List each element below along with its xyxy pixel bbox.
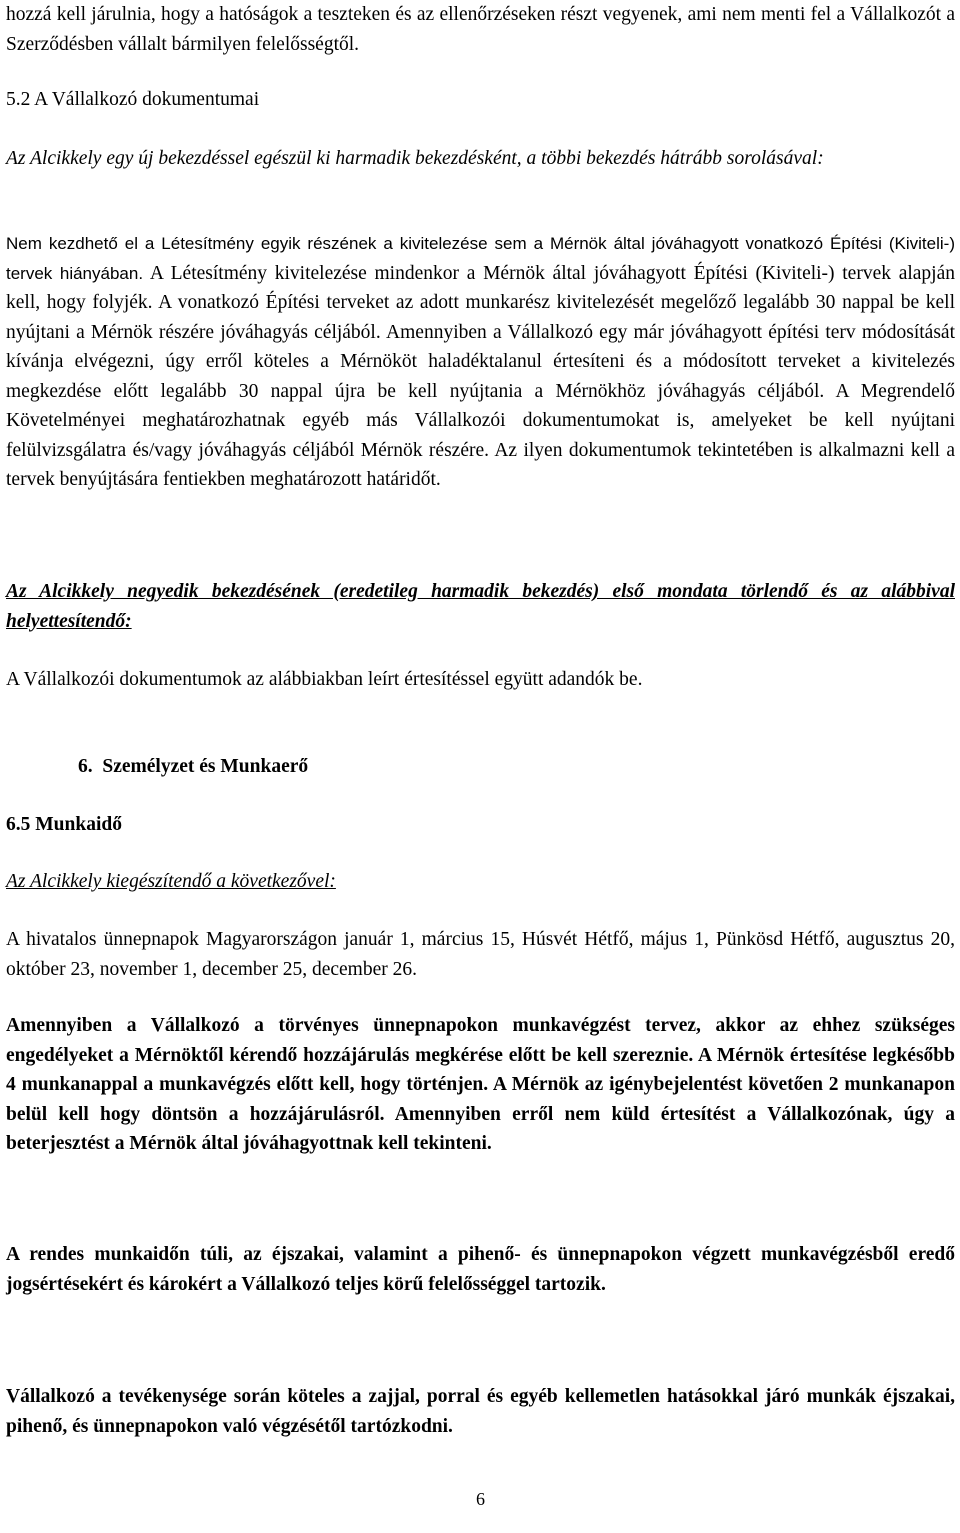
page-number: 6 xyxy=(476,1489,485,1509)
amendment-instruction-2: Az Alcikkely negyedik bekezdésének (eredetileg harmadik bekezdés) első mondata törlendő és az alábbival helyettesítendő: xyxy=(6,581,955,632)
paragraph-5-2-body xyxy=(6,229,955,495)
paragraph-serif-sentences-2: Amennyiben a Vállalkozó egy már jóváhagyott építési terv módosítását kívánja elvégezni, úgy erről köteles a Mérnököt haladéktalanul értesíteni és a módosított terveket a kivitelezés megkezdése előtt legalább 30 nappal újra be kell nyújtania a Mérnökhöz jóváhagyás céljából. A Megrendelő Követelményei meghatározhatnak egyéb más Vállalkozói dokumentumokat is, amelyeket be kell nyújtani felülvizsgálatra és/vagy jóváhagyás céljából Mérnök részére. Az ilyen dokumentumok tekintetében is alkalmazni kell a tervek benyújtására fentiekben meghatározott határidőt. xyxy=(6,321,956,490)
section-heading-5-2: 5.2 A Vállalkozó dokumentumai xyxy=(6,89,260,110)
paragraph-top-tail: hozzá kell járulnia, hogy a hatóságok a teszteken és az ellenőrzéseken részt vegyenek, ami nem menti fel a Vállalkozót a Szerződésben vállalt bármilyen felelősségtől. xyxy=(6,4,955,55)
paragraph-bold-holiday-work: Amennyiben a Vállalkozó a törvényes ünnepnapokon munkavégzést tervez, akkor az ehhez szükséges engedélyeket a Mérnöktől kérendő hozzájárulás megkérése előtt be kell szereznie. A Mérnök értesítése legkésőbb 4 munkanappal a munkavégzés előtt kell, hogy történjen. A Mérnök az igénybejelentést követően 2 munkanapon belül kell hogy döntsön a hozzájárulásról. Amennyiben erről nem küld értesítést a Vállalkozónak, úgy a beterjesztést a Mérnök által jóváhagyottnak kell tekinteni. xyxy=(6,1015,955,1154)
paragraph-bold-liability: A rendes munkaidőn túli, az éjszakai, valamint a pihenő- és ünnepnapokon végzett munkavégzésből eredő jogsértésekért és károkért a Vállalkozó teljes körű felelősséggel tartozik. xyxy=(6,1244,955,1295)
amendment-instruction: Az Alcikkely egy új bekezdéssel egészül ki harmadik bekezdésként, a többi bekezdés hátrább sorolásával: xyxy=(6,148,824,169)
amendment-instruction-3: Az Alcikkely kiegészítendő a következővel: xyxy=(6,871,336,892)
paragraph-serif-sentences-1: A Létesítmény kivitelezése mindenkor a Mérnök által jóváhagyott Építési (Kiviteli-) tervek alapján kell, hogy folyjék. A vonatkozó Építési terveket az adott munkarész kivitelezését megelőző legalább 30 nappal be kell nyújtani a Mérnök részére jóváhagyás céljából. xyxy=(6,262,956,343)
paragraph-bold-noise: Vállalkozó a tevékenysége során köteles a zajjal, porral és egyéb kellemetlen hatásokkal járó munkák éjszakai, pihenő, és ünnepnapokon való végzésétől tartózkodni. xyxy=(6,1386,955,1437)
replacement-sentence: A Vállalkozói dokumentumok az alábbiakban leírt értesítéssel együtt adandók be. xyxy=(6,669,643,690)
section-heading-6: 6. Személyzet és Munkaerő xyxy=(78,756,309,777)
section-heading-6-5: 6.5 Munkaidő xyxy=(6,814,122,835)
paragraph-sans-sentence: Nem kezdhető el a Létesítmény egyik részének a kivitelezése sem a Mérnök által jóváhagyott vonatkozó Építési (Kiviteli-) tervek hiányában. xyxy=(6,234,955,283)
paragraph-holidays: A hivatalos ünnepnapok Magyarországon január 1, március 15, Húsvét Hétfő, május 1, Pünkösd Hétfő, augusztus 20, október 23, november 1, december 25, december 26. xyxy=(6,929,955,980)
